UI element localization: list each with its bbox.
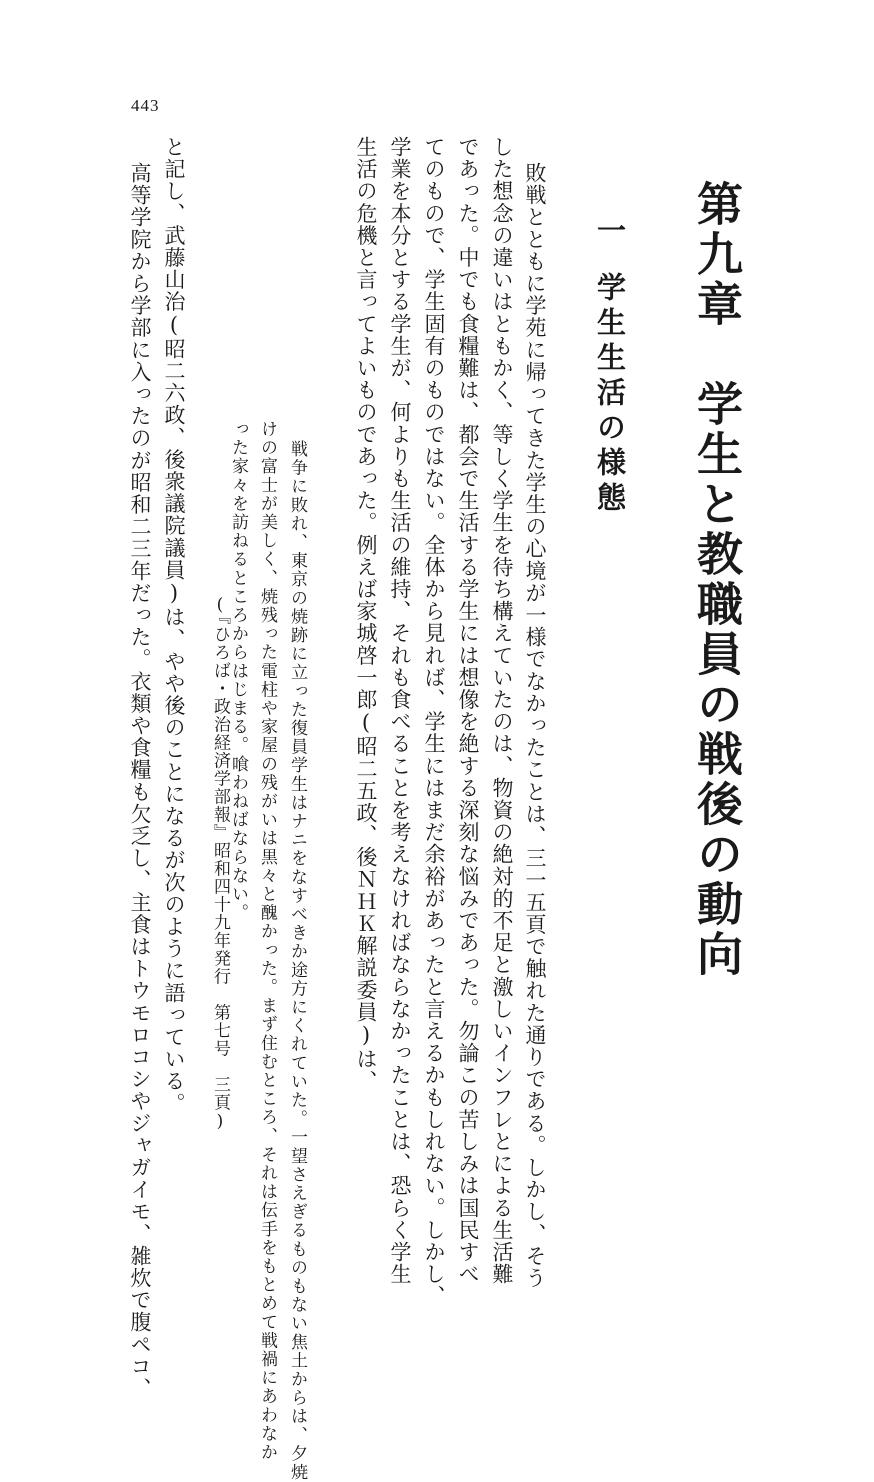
text-line: 学業を本分とする学生が、何よりも生活の維持、それも食べることを考えなければならなかったことは、恐らく学生: [388, 136, 412, 1286]
quote-line: った家々を訪ねるところからはじまる。喰わねばならない。: [228, 420, 248, 923]
text-line: てのもので、学生固有のものではない。全体から見れば、学生にはまだ余裕があったと言えるかもしれない。しかし、: [422, 136, 446, 1308]
page-number: 443: [131, 96, 160, 115]
section-heading: [590, 215, 631, 517]
quote-line: 戦争に敗れ、東京の焼跡に立った復員学生はナニをなすべきか途方にくれていた。一望さえぎるものもない焦土からは、夕焼: [287, 440, 307, 1482]
text-line: であった。中でも食糧難は、都会で生活する学生には想像を絶する深刻な悩みであった。勿論この苦しみは国民すべ: [456, 136, 480, 1286]
text-line: と記し、武藤山治(昭二六政、後衆議院議員)は、やや後のことになるが次のように語っている。: [162, 136, 186, 1115]
quote-citation: (『ひろば・政治経済学部報』昭和四十九年発行 第七号 三頁): [210, 595, 230, 1133]
text-line: 高等学院から学部に入ったのが昭和二三年だった。衣類や食糧も欠乏し、主食はトウモロコシやジャガイモ、雑炊で腹ペコ、: [128, 162, 152, 1400]
text-line: した想念の違いはともかく、等しく学生を待ち構えていたのは、物資の絶対的不足と激しいインフレとによる生活難: [490, 136, 514, 1286]
quote-line: けの富士が美しく、焼残った電柱や家屋の残がいは黒々と醜かった。まず住むところ、それは伝手をもとめて戦禍にあわなか: [257, 420, 277, 1462]
text-line: 生活の危機と言ってよいものであった。例えば家城啓一郎(昭二五政、後ＮＨＫ解説委員)は、: [354, 136, 378, 1093]
text-line: 敗戦とともに学苑に帰ってきた学生の心境が一様でなかったことは、三一五頁で触れた通りである。しかし、そう: [523, 162, 547, 1290]
section-title: 学生生活の様態: [593, 272, 627, 517]
section-number: 一: [593, 215, 627, 250]
chapter-title: 第九章 学生と教職員の戦後の動向: [690, 180, 744, 980]
